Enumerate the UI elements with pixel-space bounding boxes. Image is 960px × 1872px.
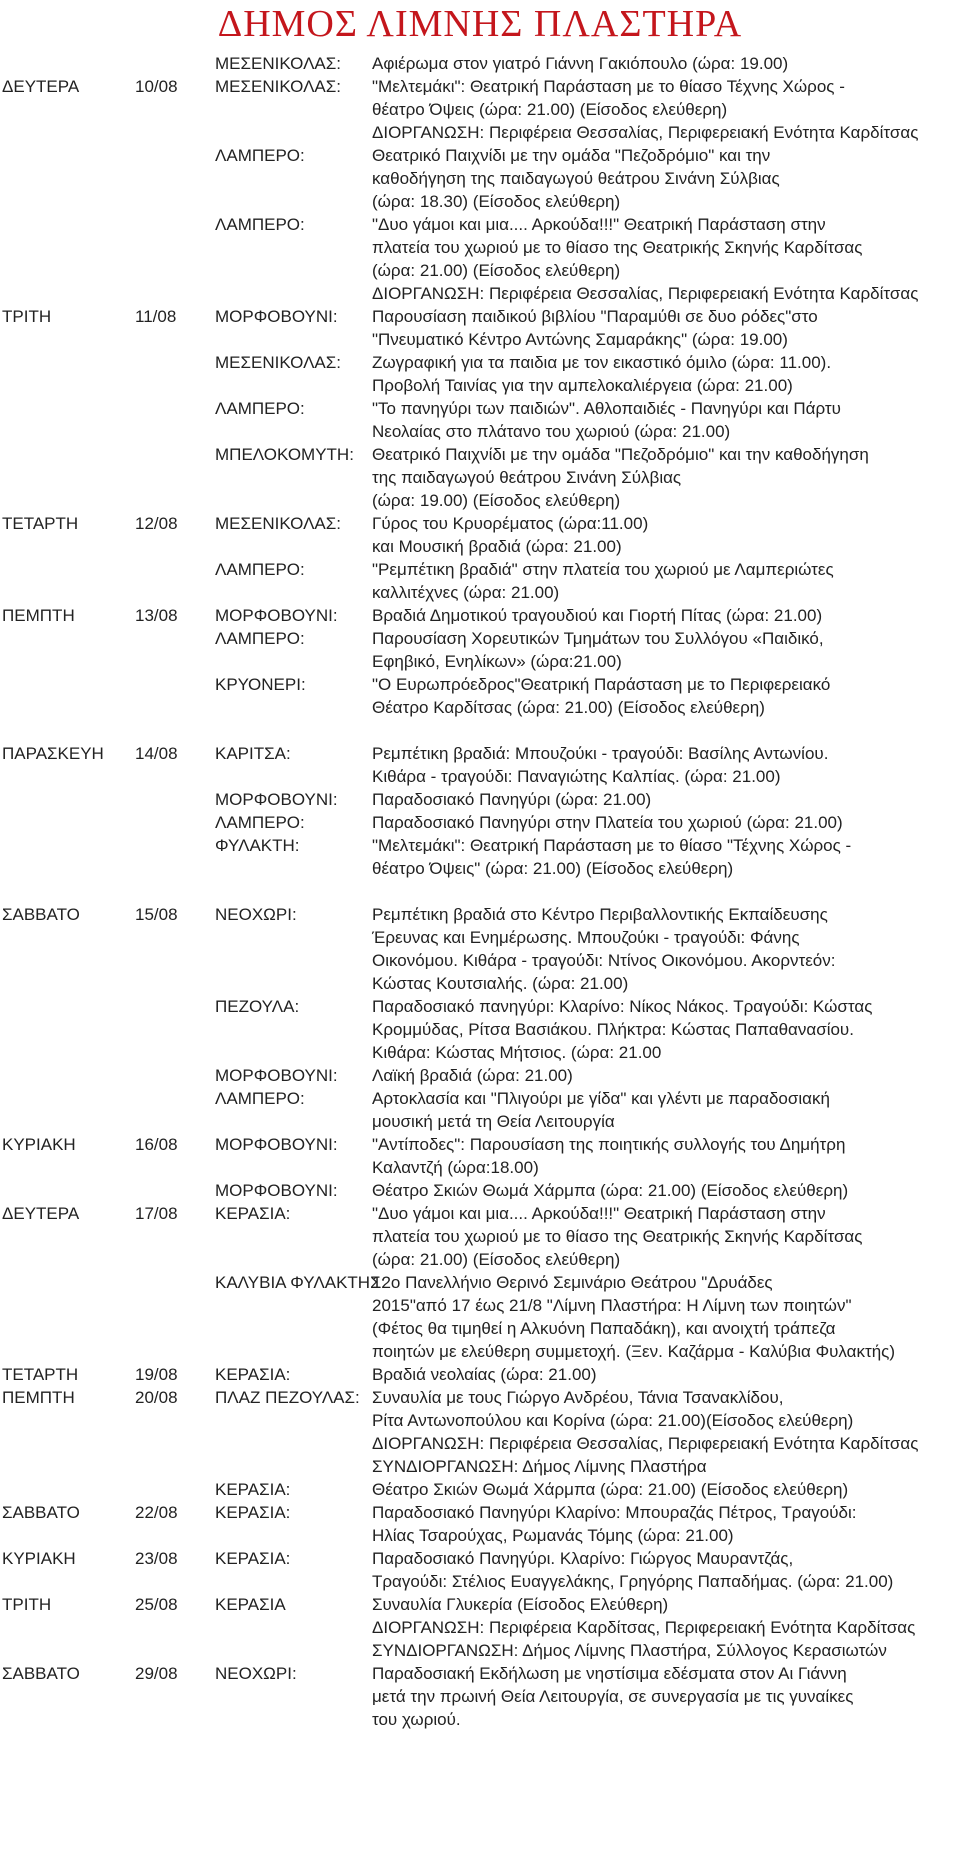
description-line: καλλιτέχνες (ώρα: 21.00) [372,583,560,602]
description-line: (ώρα: 19.00) (Είσοδος ελεύθερη) [372,491,621,510]
description-line: "Ρεμπέτικη βραδιά" στην πλατεία του χωριού με Λαμπεριώτες [372,560,834,579]
description-line: "Ο Ευρωπρόεδρος"Θεατρική Παράσταση με το Περιφερειακό [372,675,831,694]
entry-date: 17/08 [135,1204,178,1223]
description-line: Αρτοκλασία και "Πλιγούρι με γίδα" και γλέντι με παραδοσιακή [372,1089,830,1108]
entry-place: ΚΑΛΥΒΙΑ ΦΥΛΑΚΤΗΣ: [215,1273,386,1292]
entry-day: ΠΑΡΑΣΚΕΥΗ [2,744,104,763]
entry-place: ΚΕΡΑΣΙΑ [215,1595,286,1614]
program-entry [0,788,960,811]
program-entry [0,351,960,397]
description-line: Βραδιά Δημοτικού τραγουδιού και Γιορτή Πίτας (ώρα: 21.00) [372,606,823,625]
description-line: μουσική μετά τη Θεία Λειτουργία [372,1112,615,1131]
entry-day: ΣΑΒΒΑΤΟ [2,905,80,924]
description-line: (ώρα: 18.30) (Είσοδος ελεύθερη) [372,192,621,211]
description-line: Εφηβικό, Ενηλίκων» (ώρα:21.00) [372,652,622,671]
entry-place: ΜΕΣΕΝΙΚΟΛΑΣ: [215,54,342,73]
entry-description [0,834,960,880]
description-line: Συναυλία με τους Γιώργο Ανδρέου, Τάνια Τσανακλίδου, [372,1388,784,1407]
description-line: Παρουσίαση Χορευτικών Τμημάτων του Συλλόγου «Παιδικό, [372,629,824,648]
description-line: ΔΙΟΡΓΑΝΩΣΗ: Περιφέρεια Θεσσαλίας, Περιφερειακή Ενότητα Καρδίτσας [372,284,919,303]
program-entry [0,673,960,719]
program-entry [0,305,960,351]
program-entry [0,1478,960,1501]
entry-place: ΛΑΜΠΕΡΟ: [215,560,305,579]
entry-day: ΚΥΡΙΑΚΗ [2,1549,76,1568]
entry-day: ΠΕΜΠΤΗ [2,1388,75,1407]
entry-place: ΚΕΡΑΣΙΑ: [215,1549,291,1568]
description-line: Κιθάρα: Κώστας Μήτσιος. (ώρα: 21.00 [372,1043,662,1062]
entry-place: ΜΟΡΦΟΒΟΥΝΙ: [215,1135,338,1154]
entry-place: ΜΕΣΕΝΙΚΟΛΑΣ: [215,77,342,96]
entry-description [0,1271,960,1363]
entry-date: 19/08 [135,1365,178,1384]
program-entry [0,742,960,788]
program-entry [0,1662,960,1731]
program-entry [0,627,960,673]
program-entry [0,397,960,443]
description-line: Παρουσίαση παιδικού βιβλίου "Παραμύθι σε δυο ρόδες"στο [372,307,818,326]
entry-date: 29/08 [135,1664,178,1683]
description-line: 12ο Πανελλήνιο Θερινό Σεμινάριο Θεάτρου "Δρυάδες [372,1273,773,1292]
description-line: 2015"από 17 έως 21/8 "Λίμνη Πλαστήρα: Η Λίμνη των ποιητών" [372,1296,852,1315]
program-entry [0,512,960,558]
entry-place: ΜΟΡΦΟΒΟΥΝΙ: [215,790,338,809]
description-line: Θεατρικό Παιχνίδι με την ομάδα "Πεζοδρόμιο" και την καθοδήγηση [372,445,869,464]
entry-date: 11/08 [135,307,177,326]
description-line: Συναυλία Γλυκερία (Είσοδος Ελεύθερη) [372,1595,669,1614]
description-line: "Μελτεμάκι": Θεατρική Παράσταση με το θίασο "Τέχνης Χώρος - [372,836,852,855]
program-entry [0,604,960,627]
entry-place: ΚΡΥΟΝΕΡΙ: [215,675,306,694]
entry-place: ΜΕΣΕΝΙΚΟΛΑΣ: [215,514,342,533]
entry-description [0,1478,960,1501]
program-entry [0,75,960,144]
description-line: ΣΥΝΔΙΟΡΓΑΝΩΣΗ: Δήμος Λίμνης Πλαστήρα [372,1457,707,1476]
description-line: Ηλίας Τσαρούχας, Ρωμανάς Τόμης (ώρα: 21.00) [372,1526,734,1545]
entry-day: ΤΡΙΤΗ [2,1595,52,1614]
entry-description [0,1064,960,1087]
program-entry [0,834,960,880]
description-line: Έρευνας και Ενημέρωσης. Μπουζούκι - τραγούδι: Φάνης [372,928,800,947]
description-line: Θεατρικό Παιχνίδι με την ομάδα "Πεζοδρόμιο" και την [372,146,771,165]
program-entry [0,1547,960,1593]
entry-place: ΜΟΡΦΟΒΟΥΝΙ: [215,307,338,326]
entry-date: 15/08 [135,905,178,924]
description-line: Παραδοσιακό Πανηγύρι (ώρα: 21.00) [372,790,652,809]
description-line: Θέατρο Σκιών Θωμά Χάρμπα (ώρα: 21.00) (Είσοδος ελεύθερη) [372,1480,849,1499]
entry-place: ΜΟΡΦΟΒΟΥΝΙ: [215,1066,338,1085]
description-line: Ρεμπέτικη βραδιά: Μπουζούκι - τραγούδι: Βασίλης Αντωνίου. [372,744,829,763]
entry-day: ΤΡΙΤΗ [2,307,52,326]
entry-description [0,788,960,811]
program-entry [0,811,960,834]
entry-place: ΚΑΡΙΤΣΑ: [215,744,291,763]
description-line: "Μελτεμάκι": Θεατρική Παράσταση με το θίασο Τέχνης Χώρος - [372,77,845,96]
entry-place: ΜΕΣΕΝΙΚΟΛΑΣ: [215,353,342,372]
entry-day: ΣΑΒΒΑΤΟ [2,1664,80,1683]
description-line: του χωριού. [372,1710,461,1729]
entry-description [0,627,960,673]
entry-day: ΔΕΥΤΕΡΑ [2,77,80,96]
description-line: πλατεία του χωριού με το θίασο της Θεατρικής Σκηνής Καρδίτσας [372,238,863,257]
description-line: Αφιέρωμα στον γιατρό Γιάννη Γακιόπουλο (ώρα: 19.00) [372,54,789,73]
entry-day: ΠΕΜΠΤΗ [2,606,75,625]
description-line: (ώρα: 21.00) (Είσοδος ελεύθερη) [372,1250,621,1269]
description-line: θέατρο Όψεις (ώρα: 21.00) (Είσοδος ελεύθερη) [372,100,728,119]
description-line: "Το πανηγύρι των παιδιών". Αθλοπαιδιές - Πανηγύρι και Πάρτυ [372,399,841,418]
entry-place: ΚΕΡΑΣΙΑ: [215,1365,291,1384]
description-line: ΔΙΟΡΓΑΝΩΣΗ: Περιφέρεια Θεσσαλίας, Περιφερειακή Ενότητα Καρδίτσας [372,123,919,142]
entry-description [0,144,960,213]
entry-place: ΚΕΡΑΣΙΑ: [215,1503,291,1522]
description-line: Κιθάρα - τραγούδι: Παναγιώτης Καλπίας. (ώρα: 21.00) [372,767,781,786]
description-line: Θέατρο Σκιών Θωμά Χάρμπα (ώρα: 21.00) (Είσοδος ελεύθερη) [372,1181,849,1200]
entry-place: ΛΑΜΠΕΡΟ: [215,629,305,648]
description-line: πλατεία του χωριού με το θίασο της Θεατρικής Σκηνής Καρδίτσας [372,1227,863,1246]
description-line: καθοδήγηση της παιδαγωγού θεάτρου Σινάνη Σύλβιας [372,169,780,188]
entry-place: ΝΕΟΧΩΡΙ: [215,905,297,924]
program-entry [0,443,960,512]
description-line: Κρομμύδας, Ρίτσα Βασιάκου. Πλήκτρα: Κώστας Παπαθανασίου. [372,1020,854,1039]
description-line: της παιδαγωγού θεάτρου Σινάνη Σύλβιας [372,468,682,487]
program-entry [0,903,960,995]
entry-description [0,1179,960,1202]
entry-place: ΦΥΛΑΚΤΗ: [215,836,300,855]
description-line: "Δυο γάμοι και μια.... Αρκούδα!!!" Θεατρική Παράσταση στην [372,1204,826,1223]
description-line: Νεολαίας στο πλάτανο του χωριού (ώρα: 21.00) [372,422,731,441]
entry-date: 16/08 [135,1135,178,1154]
entry-description [0,558,960,604]
entry-description [0,673,960,719]
description-line: και Μουσική βραδιά (ώρα: 21.00) [372,537,622,556]
description-line: ΣΥΝΔΙΟΡΓΑΝΩΣΗ: Δήμος Λίμνης Πλαστήρα, Σύλλογος Κερασιωτών [372,1641,887,1660]
entry-description [0,213,960,305]
description-line: "Δυο γάμοι και μια.... Αρκούδα!!!" Θεατρική Παράσταση στην [372,215,826,234]
description-line: Παραδοσιακό πανηγύρι: Κλαρίνο: Νίκος Νάκος. Τραγούδι: Κώστας [372,997,873,1016]
description-line: Κώστας Κουτσιαλής. (ώρα: 21.00) [372,974,629,993]
entry-place: ΚΕΡΑΣΙΑ: [215,1204,291,1223]
entry-place: ΚΕΡΑΣΙΑ: [215,1480,291,1499]
program-list [0,52,960,1731]
description-line: Τραγούδι: Στέλιος Ευαγγελάκης, Γρηγόρης Παπαδήμας. (ώρα: 21.00) [372,1572,894,1591]
program-entry [0,1386,960,1478]
entry-description [0,1087,960,1133]
page-title: ΔΗΜΟΣ ΛΙΜΝΗΣ ΠΛΑΣΤΗΡΑ [217,3,743,45]
entry-date: 10/08 [135,77,178,96]
description-line: ΔΙΟΡΓΑΝΩΣΗ: Περιφέρεια Θεσσαλίας, Περιφερειακή Ενότητα Καρδίτσας [372,1434,919,1453]
description-line: Γύρος του Κρυορέματος (ώρα:11.00) [372,514,649,533]
entry-place: ΛΑΜΠΕΡΟ: [215,813,305,832]
description-line: Ρίτα Αντωνοπούλου και Κορίνα (ώρα: 21.00)(Είσοδος ελεύθερη) [372,1411,854,1430]
program-entry [0,1064,960,1087]
program-entry [0,144,960,213]
entry-place: ΠΛΑΖ ΠΕΖΟΥΛΑΣ: [215,1388,360,1407]
entry-date: 22/08 [135,1503,178,1522]
entry-description [0,351,960,397]
description-line: (ώρα: 21.00) (Είσοδος ελεύθερη) [372,261,621,280]
description-line: Λαϊκή βραδιά (ώρα: 21.00) [372,1066,573,1085]
entry-day: ΣΑΒΒΑΤΟ [2,1503,80,1522]
program-entry [0,558,960,604]
program-entry [0,1179,960,1202]
entry-place: ΜΠΕΛΟΚΟΜΥΤΗ: [215,445,354,464]
program-entry [0,1363,960,1386]
description-line: Παραδοσιακό Πανηγύρι. Κλαρίνο: Γιώργος Μαυραντζάς, [372,1549,794,1568]
entry-place: ΜΟΡΦΟΒΟΥΝΙ: [215,1181,338,1200]
entry-day: ΤΕΤΑΡΤΗ [2,1365,79,1384]
entry-date: 14/08 [135,744,178,763]
entry-description [0,443,960,512]
entry-place: ΛΑΜΠΕΡΟ: [215,399,305,418]
entry-day: ΚΥΡΙΑΚΗ [2,1135,76,1154]
description-line: Προβολή Ταινίας για την αμπελοκαλιέργεια (ώρα: 21.00) [372,376,793,395]
section-spacer [0,880,960,903]
program-entry [0,1202,960,1271]
entry-date: 25/08 [135,1595,178,1614]
description-line: Βραδιά νεολαίας (ώρα: 21.00) [372,1365,597,1384]
entry-description [0,811,960,834]
entry-day: ΤΕΤΑΡΤΗ [2,514,79,533]
program-entry [0,1087,960,1133]
description-line: "Αντίποδες": Παρουσίαση της ποιητικής συλλογής του Δημήτρη [372,1135,846,1154]
description-line: Ρεμπέτικη βραδιά στο Κέντρο Περιβαλλοντικής Εκπαίδευσης [372,905,828,924]
entry-place: ΛΑΜΠΕΡΟ: [215,215,305,234]
entry-place: ΜΟΡΦΟΒΟΥΝΙ: [215,606,338,625]
description-line: Παραδοσιακό Πανηγύρι Κλαρίνο: Μπουραζάς Πέτρος, Τραγούδι: [372,1503,857,1522]
program-entry [0,1501,960,1547]
section-spacer [0,719,960,742]
description-line: Παραδοσιακό Πανηγύρι στην Πλατεία του χωριού (ώρα: 21.00) [372,813,843,832]
entry-date: 13/08 [135,606,178,625]
description-line: Θέατρο Καρδίτσας (ώρα: 21.00) (Είσοδος ελεύθερη) [372,698,765,717]
program-entry [0,995,960,1064]
entry-place: ΠΕΖΟΥΛΑ: [215,997,300,1016]
entry-date: 23/08 [135,1549,178,1568]
description-line: μετά την πρωινή Θεία Λειτουργία, σε συνεργασία με τις γυναίκες [372,1687,854,1706]
entry-date: 12/08 [135,514,178,533]
program-entry [0,1133,960,1179]
entry-place: ΛΑΜΠΕΡΟ: [215,146,305,165]
description-line: (Φέτος θα τιμηθεί η Αλκυόνη Παπαδάκη), και ανοιχτή τράπεζα [372,1319,836,1338]
entry-place: ΝΕΟΧΩΡΙ: [215,1664,297,1683]
description-line: Καλαντζή (ώρα:18.00) [372,1158,539,1177]
description-line: "Πνευματικό Κέντρο Αντώνης Σαμαράκης" (ώρα: 19.00) [372,330,788,349]
program-entry [0,213,960,305]
description-line: ποιητών με ελεύθερη συμμετοχή. (Ξεν. Καζάρμα - Καλύβια Φυλακτής) [372,1342,896,1361]
description-line: θέατρο Όψεις" (ώρα: 21.00) (Είσοδος ελεύθερη) [372,859,734,878]
description-line: Παραδοσιακή Εκδήλωση με νηστίσιμα εδέσματα στον Αι Γιάννη [372,1664,847,1683]
description-line: Οικονόμου. Κιθάρα - τραγούδι: Ντίνος Οικονόμου. Ακορντεόν: [372,951,836,970]
entry-date: 20/08 [135,1388,178,1407]
entry-description [0,995,960,1064]
entry-description [0,52,960,75]
entry-day: ΔΕΥΤΕΡΑ [2,1204,80,1223]
program-entry [0,52,960,75]
entry-description [0,397,960,443]
description-line: Ζωγραφική για τα παιδια με τον εικαστικό όμιλο (ώρα: 11.00). [372,353,832,372]
program-entry [0,1593,960,1662]
entry-place: ΛΑΜΠΕΡΟ: [215,1089,305,1108]
program-entry [0,1271,960,1363]
description-line: ΔΙΟΡΓΑΝΩΣΗ: Περιφέρεια Καρδίτσας, Περιφερειακή Ενότητα Καρδίτσας [372,1618,916,1637]
